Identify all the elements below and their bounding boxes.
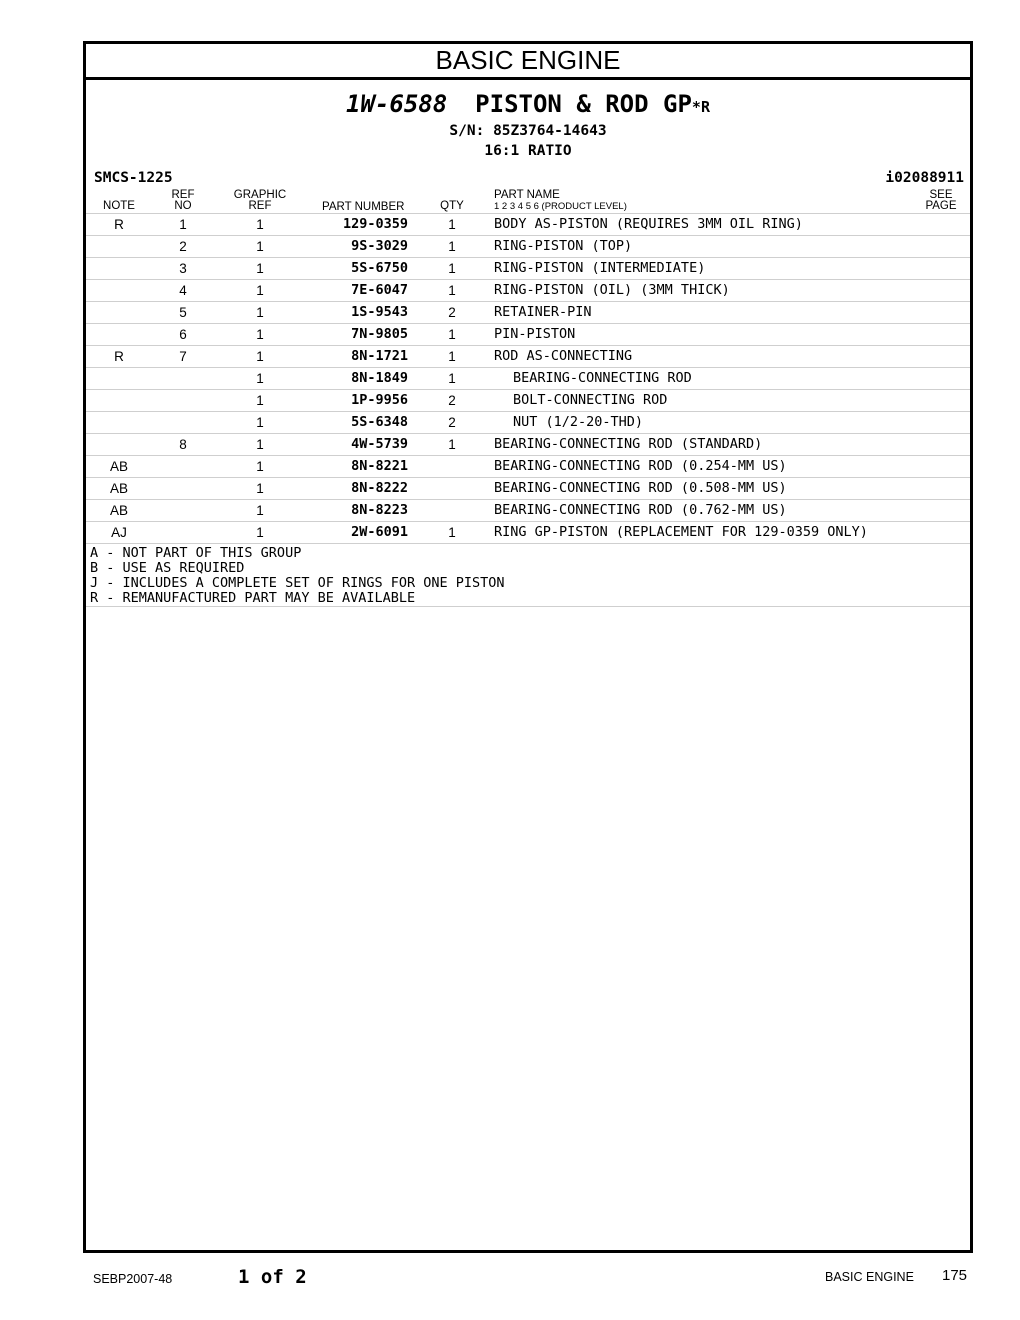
smcs-code: SMCS-1225 [94, 170, 173, 186]
row-part-name: BODY AS-PISTON (REQUIRES 3MM OIL RING) [494, 216, 803, 232]
table-row [86, 368, 970, 390]
group-name: PISTON & ROD GP [475, 90, 692, 118]
table-row [86, 478, 970, 500]
header-part-number: PART NUMBER [322, 201, 405, 213]
row-graphic-ref: 1 [256, 349, 264, 364]
row-graphic-ref: 1 [256, 283, 264, 298]
header-part-name: PART NAME [494, 189, 560, 201]
serial-number: S/N: 85Z3764-14643 [449, 123, 607, 139]
row-part-number: 2W-6091 [351, 524, 408, 540]
row-part-name: RING-PISTON (INTERMEDIATE) [494, 260, 706, 276]
row-qty: 2 [448, 415, 456, 430]
row-part-name: NUT (1/2-20-THD) [513, 414, 644, 430]
table-row [86, 434, 970, 456]
row-graphic-ref: 1 [256, 371, 264, 386]
row-part-number: 9S-3029 [351, 238, 408, 254]
row-note: AJ [111, 525, 127, 540]
group-title [86, 90, 970, 121]
row-ref-no: 5 [179, 305, 187, 320]
row-part-number: 129-0359 [342, 216, 408, 232]
table-row [86, 346, 970, 368]
row-qty: 1 [448, 525, 456, 540]
row-graphic-ref: 1 [256, 217, 264, 232]
parts-table-body [86, 214, 970, 544]
footer-page-of: 1 of 2 [238, 1266, 307, 1288]
row-note: R [114, 217, 124, 232]
row-part-name: BEARING-CONNECTING ROD [513, 370, 692, 386]
table-header [86, 188, 970, 214]
row-qty: 1 [448, 371, 456, 386]
header-product-levels: 1 2 3 4 5 6 (PRODUCT LEVEL) [494, 201, 627, 212]
row-part-name: BEARING-CONNECTING ROD (STANDARD) [494, 436, 763, 452]
row-part-name: RING GP-PISTON (REPLACEMENT FOR 129-0359 ONLY) [494, 524, 868, 540]
row-graphic-ref: 1 [256, 437, 264, 452]
row-part-name: ROD AS-CONNECTING [494, 348, 633, 364]
header-qty: QTY [440, 200, 464, 212]
row-ref-no: 3 [179, 261, 187, 276]
note-line: J - INCLUDES A COMPLETE SET OF RINGS FOR ONE PISTON [90, 575, 505, 591]
row-part-name: RETAINER-PIN [494, 304, 592, 320]
row-part-name: BEARING-CONNECTING ROD (0.762-MM US) [494, 502, 787, 518]
row-part-number: 8N-1721 [351, 348, 408, 364]
header-ref-bottom: NO [174, 200, 192, 212]
footer-page-number: 175 [942, 1267, 968, 1284]
row-ref-no: 6 [179, 327, 187, 342]
row-graphic-ref: 1 [256, 481, 264, 496]
row-graphic-ref: 1 [256, 503, 264, 518]
group-part-number: 1W-6588 [346, 90, 448, 118]
table-row [86, 500, 970, 522]
row-graphic-ref: 1 [256, 239, 264, 254]
row-note: R [114, 349, 124, 364]
row-part-name: BOLT-CONNECTING ROD [513, 392, 668, 408]
table-row [86, 302, 970, 324]
header-ref-top: REF [171, 189, 195, 201]
row-part-number: 4W-5739 [351, 436, 408, 452]
row-part-number: 8N-8223 [351, 502, 408, 518]
row-part-number: 7N-9805 [351, 326, 408, 342]
row-qty: 1 [448, 261, 456, 276]
table-row [86, 258, 970, 280]
row-qty: 1 [448, 217, 456, 232]
row-note: AB [109, 481, 129, 496]
row-ref-no: 8 [179, 437, 187, 452]
row-qty: 2 [448, 393, 456, 408]
row-part-number: 8N-8221 [351, 458, 408, 474]
header-see-top: SEE [929, 189, 953, 201]
row-part-name: RING-PISTON (OIL) (3MM THICK) [494, 282, 730, 298]
row-ref-no: 2 [179, 239, 187, 254]
header-graphic-top: GRAPHIC [233, 189, 287, 201]
row-part-number: 5S-6348 [351, 414, 408, 430]
note-line: A - NOT PART OF THIS GROUP [90, 545, 302, 561]
row-part-number: 5S-6750 [351, 260, 408, 276]
row-graphic-ref: 1 [256, 327, 264, 342]
row-qty: 2 [448, 305, 456, 320]
smcs-row [86, 168, 970, 188]
row-qty: 1 [448, 437, 456, 452]
notes-block [86, 544, 970, 607]
row-graphic-ref: 1 [256, 261, 264, 276]
row-qty: 1 [448, 239, 456, 254]
row-ref-no: 7 [179, 349, 187, 364]
row-qty: 1 [448, 283, 456, 298]
header-note: NOTE [103, 200, 135, 212]
footer-doc-number: SEBP2007-48 [93, 1272, 173, 1286]
row-note: AB [109, 459, 129, 474]
row-graphic-ref: 1 [256, 525, 264, 540]
row-graphic-ref: 1 [256, 459, 264, 474]
table-row [86, 280, 970, 302]
note-line: R - REMANUFACTURED PART MAY BE AVAILABLE [90, 590, 416, 606]
page-footer [0, 1260, 1020, 1300]
row-graphic-ref: 1 [256, 305, 264, 320]
row-graphic-ref: 1 [256, 393, 264, 408]
row-qty: 1 [448, 349, 456, 364]
row-part-name: BEARING-CONNECTING ROD (0.508-MM US) [494, 480, 787, 496]
table-row [86, 214, 970, 236]
table-row [86, 522, 970, 544]
row-part-name: RING-PISTON (TOP) [494, 238, 633, 254]
table-row [86, 412, 970, 434]
document-id: i02088911 [885, 170, 964, 186]
table-row [86, 324, 970, 346]
row-graphic-ref: 1 [256, 415, 264, 430]
row-ref-no: 4 [179, 283, 187, 298]
row-note: AB [109, 503, 129, 518]
row-part-number: 8N-1849 [351, 370, 408, 386]
table-row [86, 456, 970, 478]
row-part-number: 7E-6047 [351, 282, 408, 298]
parts-page-frame [83, 41, 973, 1253]
table-row [86, 236, 970, 258]
group-suffix: *R [691, 98, 710, 116]
ratio: 16:1 RATIO [484, 143, 572, 159]
header-graphic-bottom: REF [248, 200, 272, 212]
row-part-number: 1P-9956 [351, 392, 408, 408]
row-part-name: PIN-PISTON [494, 326, 576, 342]
row-part-name: BEARING-CONNECTING ROD (0.254-MM US) [494, 458, 787, 474]
header-see-bottom: PAGE [925, 200, 957, 212]
footer-section: BASIC ENGINE [825, 1270, 914, 1284]
row-part-number: 1S-9543 [351, 304, 408, 320]
section-title: BASIC ENGINE [86, 44, 970, 80]
note-line: B - USE AS REQUIRED [90, 560, 245, 576]
table-row [86, 390, 970, 412]
row-ref-no: 1 [179, 217, 187, 232]
row-qty: 1 [448, 327, 456, 342]
row-part-number: 8N-8222 [351, 480, 408, 496]
